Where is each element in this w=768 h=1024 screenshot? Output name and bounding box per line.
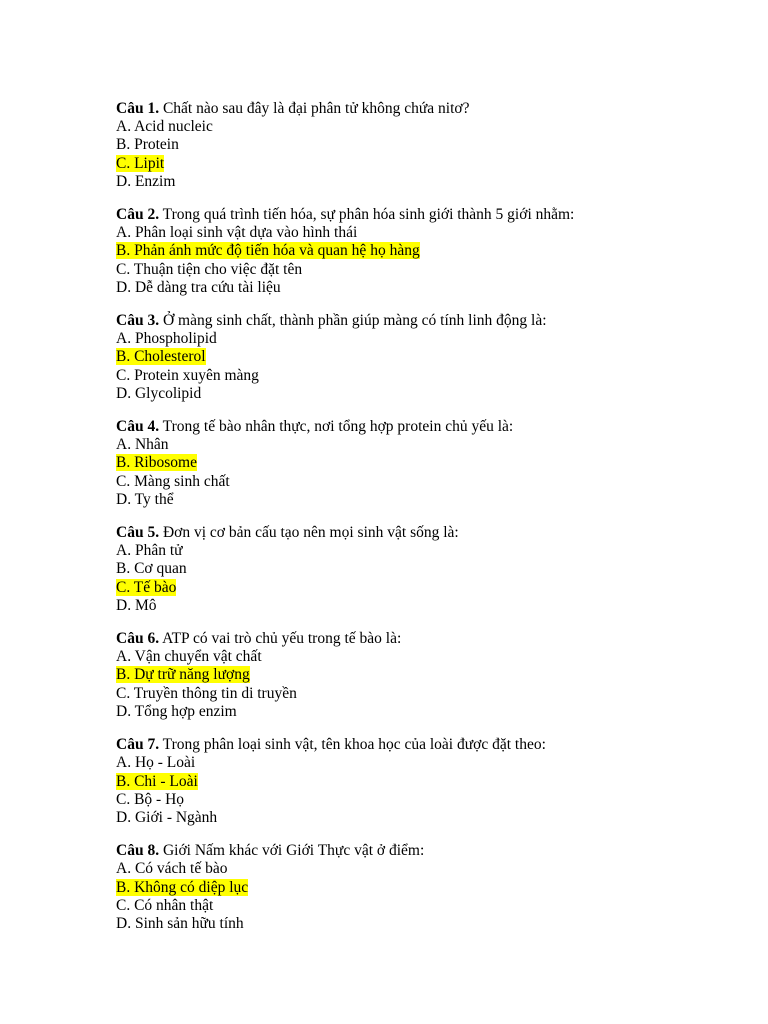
option-c-correct: C. Tế bào bbox=[116, 578, 177, 596]
option-c: C. Protein xuyên màng bbox=[116, 366, 259, 384]
question-text: Trong phân loại sinh vật, tên khoa học của loài được đặt theo: bbox=[159, 736, 546, 754]
question-4 bbox=[116, 418, 736, 509]
option-b-correct: B. Không có diệp lục bbox=[116, 878, 249, 896]
question-stem bbox=[116, 630, 736, 648]
question-number: Câu 2. bbox=[116, 206, 160, 224]
question-8 bbox=[116, 842, 736, 933]
option-a: A. Phân loại sinh vật dựa vào hình thái bbox=[116, 224, 358, 242]
option-b-correct: B. Ribosome bbox=[116, 454, 197, 472]
option-a: A. Nhân bbox=[116, 436, 169, 454]
question-7 bbox=[116, 736, 736, 827]
question-text: ATP có vai trò chủ yếu trong tế bào là: bbox=[159, 630, 402, 648]
question-number: Câu 7. bbox=[116, 736, 160, 754]
question-stem bbox=[116, 842, 736, 860]
question-number: Câu 1. bbox=[116, 100, 160, 117]
question-text: Ở màng sinh chất, thành phần giúp màng có tính linh động là: bbox=[159, 312, 547, 330]
option-d: D. Sinh sản hữu tính bbox=[116, 914, 244, 932]
option-c: C. Màng sinh chất bbox=[116, 472, 230, 490]
question-text: Trong quá trình tiến hóa, sự phân hóa sinh giới thành 5 giới nhằm: bbox=[159, 206, 575, 224]
document-page bbox=[116, 100, 736, 948]
option-a: A. Họ - Loài bbox=[116, 754, 196, 772]
question-number: Câu 8. bbox=[116, 842, 160, 860]
option-a: A. Phân tử bbox=[116, 542, 183, 560]
question-text: Chất nào sau đây là đại phân tử không chứa nitơ? bbox=[159, 100, 470, 117]
option-a: A. Acid nucleic bbox=[116, 118, 213, 136]
option-d: D. Dễ dàng tra cứu tài liệu bbox=[116, 278, 281, 296]
option-b-correct: B. Phản ánh mức độ tiến hóa và quan hệ họ hàng bbox=[116, 242, 420, 260]
option-b: B. Protein bbox=[116, 136, 179, 154]
question-text: Trong tế bào nhân thực, nơi tổng hợp protein chủ yếu là: bbox=[159, 418, 514, 436]
option-a: A. Phospholipid bbox=[116, 330, 217, 348]
option-d: D. Giới - Ngành bbox=[116, 808, 218, 826]
option-d: D. Glycolipid bbox=[116, 384, 202, 402]
question-stem bbox=[116, 100, 736, 118]
option-d: D. Tổng hợp enzim bbox=[116, 702, 237, 720]
option-c: C. Truyền thông tin di truyền bbox=[116, 684, 297, 702]
option-b-correct: B. Dự trữ năng lượng bbox=[116, 666, 250, 684]
question-number: Câu 5. bbox=[116, 524, 160, 542]
option-c: C. Có nhân thật bbox=[116, 896, 214, 914]
question-number: Câu 3. bbox=[116, 312, 160, 330]
option-c: C. Thuận tiện cho việc đặt tên bbox=[116, 260, 303, 278]
question-stem bbox=[116, 418, 736, 436]
option-d: D. Ty thể bbox=[116, 490, 174, 508]
question-stem bbox=[116, 736, 736, 754]
option-a: A. Có vách tế bào bbox=[116, 860, 228, 878]
question-3 bbox=[116, 312, 736, 403]
option-d: D. Enzim bbox=[116, 172, 176, 190]
question-5 bbox=[116, 524, 736, 615]
option-b-correct: B. Cholesterol bbox=[116, 348, 206, 366]
option-c: C. Bộ - Họ bbox=[116, 790, 185, 808]
question-stem bbox=[116, 312, 736, 330]
question-stem bbox=[116, 524, 736, 542]
question-1 bbox=[116, 100, 736, 191]
question-6 bbox=[116, 630, 736, 721]
option-d: D. Mô bbox=[116, 596, 157, 614]
question-text: Đơn vị cơ bản cấu tạo nên mọi sinh vật sống là: bbox=[159, 524, 459, 542]
question-number: Câu 4. bbox=[116, 418, 160, 436]
option-c-correct: C. Lipit bbox=[116, 154, 165, 172]
option-b-correct: B. Chi - Loài bbox=[116, 772, 198, 790]
option-a: A. Vận chuyển vật chất bbox=[116, 648, 262, 666]
question-stem bbox=[116, 206, 736, 224]
question-number: Câu 6. bbox=[116, 630, 160, 648]
option-b: B. Cơ quan bbox=[116, 560, 187, 578]
question-text: Giới Nấm khác với Giới Thực vật ở điểm: bbox=[159, 842, 425, 860]
question-2 bbox=[116, 206, 736, 297]
